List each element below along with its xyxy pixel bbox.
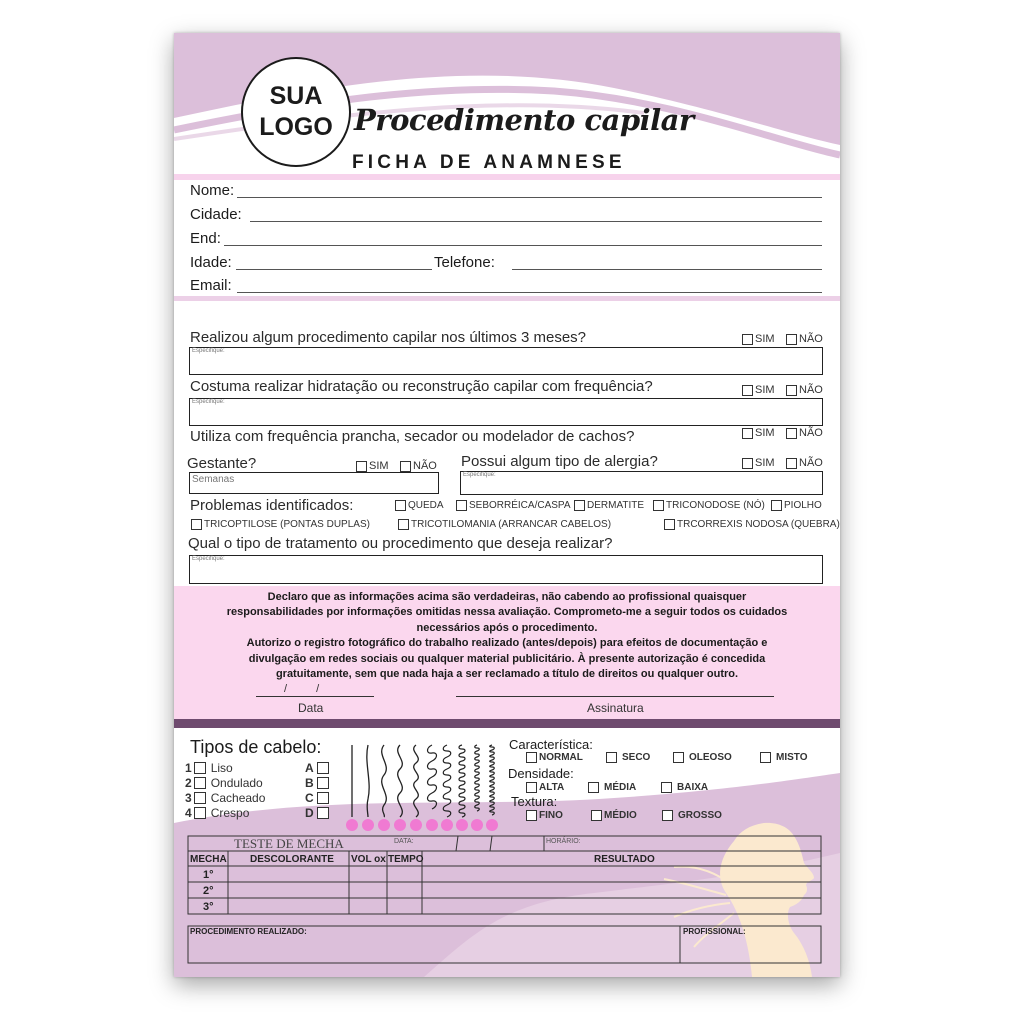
col-descolorante: DESCOLORANTE — [250, 854, 334, 865]
option-label: SIM — [755, 457, 775, 469]
option-label: SIM — [755, 427, 775, 439]
declaration-line: Autorizo o registro fotográfico do trabalho realizado (antes/depois) para efeitos de documentação e — [246, 637, 768, 650]
option-label: FINO — [539, 810, 563, 821]
anamnesis-sheet — [174, 33, 840, 977]
hair-type-number: 4 — [185, 806, 192, 820]
row-label-3: 3° — [203, 901, 214, 913]
question-allergy: Possui algum tipo de alergia? — [461, 453, 658, 470]
option-label: PIOLHO — [784, 500, 822, 511]
question-heat-tools: Utiliza com frequência prancha, secador ou modelador de cachos? — [190, 428, 635, 445]
col-vol-ox: VOL ox — [351, 854, 386, 865]
question-hydration: Costuma realizar hidratação ou reconstrução capilar com frequência? — [190, 378, 653, 395]
option-label: NÃO — [799, 384, 823, 396]
weeks-hint: Semanas — [192, 474, 235, 485]
hair-subtype-letter: B — [305, 776, 314, 790]
option-label: SEBORRÉICA/CASPA — [469, 500, 571, 511]
option-label: SIM — [755, 384, 775, 396]
question-treatment: Qual o tipo de tratamento ou procedimento que deseja realizar? — [188, 535, 613, 552]
question-pregnant: Gestante? — [187, 455, 257, 472]
specify-hint: Especifique: — [463, 472, 496, 478]
email-label: Email: — [190, 277, 232, 294]
declaration-line: gratuitamente, sem que nada haja a ser reclamado a título de direitos ou qualquer outro. — [275, 668, 739, 681]
name-label: Nome: — [190, 182, 235, 199]
address-label: End: — [190, 230, 221, 247]
texture-label: Textura: — [511, 794, 558, 809]
page-subtitle: FICHA DE ANAMNESE — [352, 152, 626, 173]
hair-type-label: Cacheado — [210, 791, 266, 805]
option-label: TRICONODOSE (NÓ) — [666, 500, 765, 511]
option-label: NÃO — [413, 460, 437, 472]
option-label: DERMATITE — [587, 500, 645, 511]
option-label: SIM — [755, 333, 775, 345]
option-label: MÉDIA — [604, 782, 637, 793]
logo-line-2: LOGO — [259, 113, 333, 141]
hair-types-title: Tipos de cabelo: — [190, 737, 322, 757]
col-mecha: MECHA — [190, 854, 227, 865]
specify-hint: Especifique: — [192, 556, 225, 562]
test-date-label: DATA: — [394, 838, 414, 845]
option-label: ALTA — [539, 782, 565, 793]
option-label: TRICOTILOMANIA (ARRANCAR CABELOS) — [411, 519, 612, 530]
declaration-line: divulgação em redes sociais ou qualquer material publicitário. À presente autorização é concedida — [248, 652, 766, 665]
option-label: SECO — [622, 752, 651, 763]
page-title: Procedimento capilar — [354, 103, 694, 137]
density-label: Densidade: — [508, 766, 574, 781]
hair-subtype-letter: C — [305, 791, 314, 805]
option-label: TRCORREXIS NODOSA (QUEBRA) — [677, 519, 840, 530]
hair-subtype-letter: A — [305, 761, 314, 775]
hair-type-number: 1 — [185, 761, 192, 775]
test-time-label: HORÁRIO: — [546, 838, 581, 845]
logo-line-1: SUA — [269, 82, 323, 110]
option-label: SIM — [369, 460, 389, 472]
hair-type-label: Crespo — [210, 806, 250, 820]
hair-subtype-letter: D — [305, 806, 314, 820]
signature-label: Assinatura — [587, 701, 644, 715]
procedure-done-label: PROCEDIMENTO REALIZADO: — [190, 927, 307, 936]
option-label: TRICOPTILOSE (PONTAS DUPLAS) — [204, 519, 370, 530]
declaration-line: Declaro que as informações acima são verdadeiras, não cabendo ao profissional quaisquer — [267, 591, 747, 603]
hair-type-number: 3 — [185, 791, 192, 805]
characteristic-label: Característica: — [509, 737, 593, 752]
option-label: MÉDIO — [604, 810, 637, 821]
city-label: Cidade: — [190, 206, 242, 223]
col-resultado: RESULTADO — [594, 854, 655, 865]
option-label: NÃO — [799, 427, 823, 439]
option-label: NORMAL — [539, 752, 583, 763]
date-label: Data — [298, 701, 324, 715]
option-label: QUEDA — [408, 500, 444, 511]
specify-hint: Especifique: — [192, 348, 225, 354]
option-label: GROSSO — [678, 810, 722, 821]
row-label-2: 2° — [203, 885, 214, 897]
age-label: Idade: — [190, 254, 232, 271]
option-label: BAIXA — [677, 782, 709, 793]
professional-label: PROFISSIONAL: — [683, 927, 746, 936]
hair-type-label: Ondulado — [210, 776, 263, 790]
problems-label: Problemas identificados: — [190, 497, 354, 514]
option-label: OLEOSO — [689, 752, 732, 763]
option-label: NÃO — [799, 333, 823, 345]
col-tempo: TEMPO — [388, 854, 424, 865]
option-label: NÃO — [799, 457, 823, 469]
declaration-line: responsabilidades por informações omitidas nessa avaliação. Comprometo-me a seguir todos os cuidados — [226, 606, 788, 619]
phone-label: Telefone: — [434, 254, 495, 271]
option-label: MISTO — [776, 752, 808, 763]
specify-hint: Especifique: — [192, 399, 225, 405]
declaration-line: necessários após o procedimento. — [416, 621, 598, 634]
test-title: TESTE DE MECHA — [234, 836, 344, 851]
hair-type-number: 2 — [185, 776, 192, 790]
row-label-1: 1° — [203, 869, 214, 881]
question-recent-procedure: Realizou algum procedimento capilar nos últimos 3 meses? — [190, 329, 587, 346]
hair-type-label: Liso — [210, 761, 233, 775]
date-slashes: / / — [284, 683, 320, 695]
